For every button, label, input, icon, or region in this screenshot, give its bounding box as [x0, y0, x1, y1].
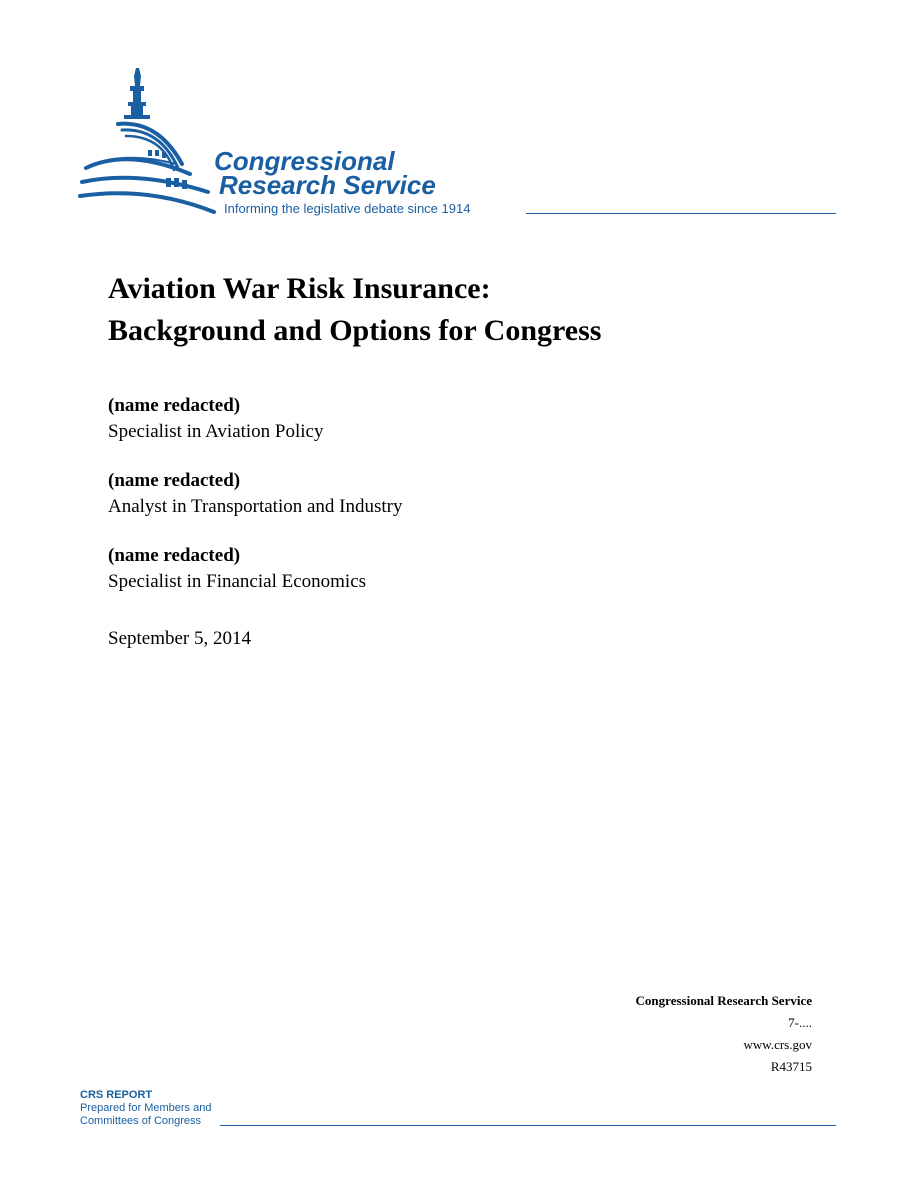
footer-line1: Prepared for Members and — [80, 1102, 212, 1114]
header-rule — [526, 213, 836, 214]
author-block — [108, 468, 708, 520]
meta-report-number: R43715 — [770, 1059, 812, 1074]
author-block — [108, 543, 708, 595]
brand-name-line1: Congressional — [214, 146, 395, 176]
report-meta — [636, 990, 812, 1078]
report-date: September 5, 2014 — [108, 628, 252, 649]
title-line1: Aviation War Risk Insurance: — [108, 272, 491, 305]
footer-line2: Committees of Congress — [80, 1115, 202, 1127]
author-name: (name redacted) — [108, 470, 241, 491]
brand-tagline: Informing the legislative debate since 1914 — [224, 201, 471, 216]
author-name: (name redacted) — [108, 395, 241, 416]
author-role: Analyst in Transportation and Industry — [108, 496, 403, 517]
capitol-dome-icon — [78, 64, 228, 220]
meta-website[interactable]: www.crs.gov — [743, 1037, 812, 1052]
title-line2: Background and Options for Congress — [108, 314, 602, 347]
author-role: Specialist in Aviation Policy — [108, 421, 324, 442]
footer-rule — [220, 1125, 836, 1126]
meta-phone: 7-.... — [788, 1015, 812, 1030]
crs-logo — [78, 64, 838, 224]
author-role: Specialist in Financial Economics — [108, 571, 367, 592]
footer-block — [80, 1089, 211, 1128]
footer-label: CRS REPORT — [80, 1089, 153, 1101]
author-block — [108, 393, 708, 445]
author-name: (name redacted) — [108, 545, 241, 566]
meta-org: Congressional Research Service — [635, 993, 812, 1008]
brand-name-line2: Research Service — [219, 170, 436, 200]
report-title — [108, 268, 808, 352]
